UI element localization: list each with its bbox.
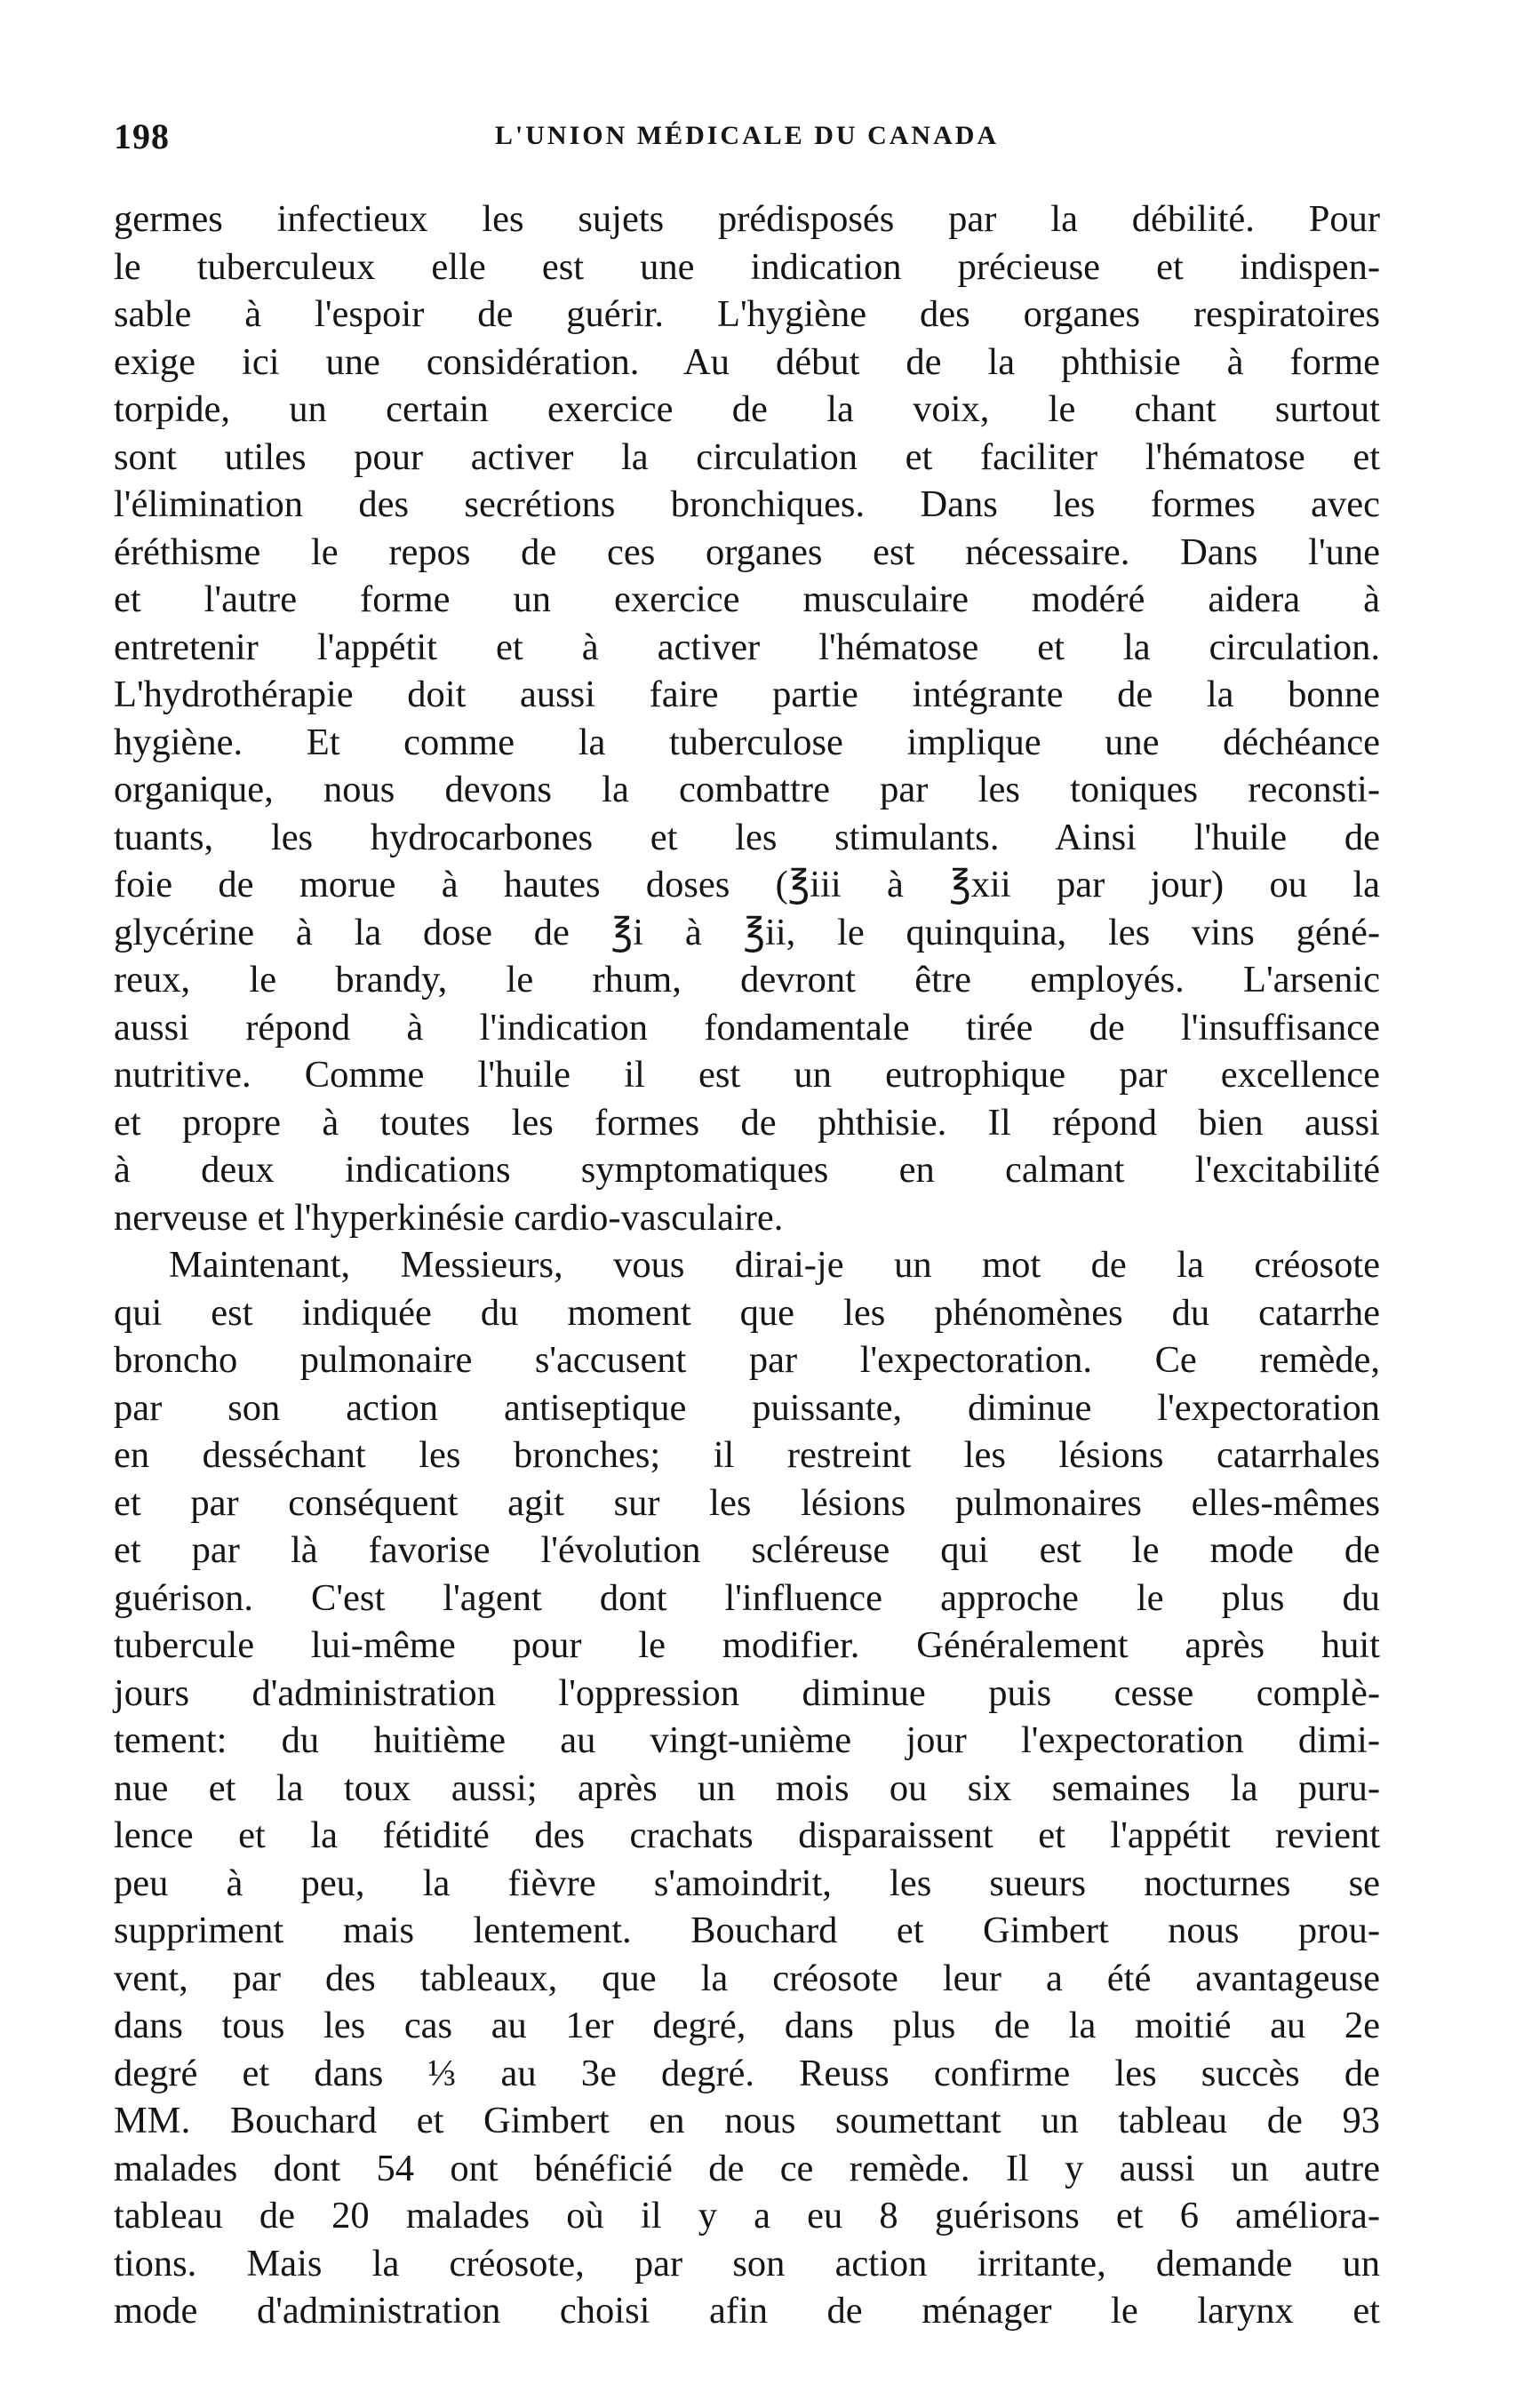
journal-title: L'UNION MÉDICALE DU CANADA xyxy=(494,121,1000,150)
text-line: et par conséquent agit sur les lésions pulmonaires elles-mêmes xyxy=(114,1481,1380,1524)
text-line: mode d'administration choisi afin de ménager le larynx et xyxy=(114,2290,1380,2332)
running-head xyxy=(114,116,1380,165)
text-line: L'hydrothérapie doit aussi faire partie intégrante de la bonne xyxy=(114,674,1380,715)
text-line: vent, par des tableaux, que la créosote leur a été avantageuse xyxy=(114,1957,1380,1999)
text-line: guérison. C'est l'agent dont l'influence approche le plus du xyxy=(114,1576,1380,1619)
text-line: en desséchant les bronches; il restreint les lésions catarrhales xyxy=(114,1434,1380,1476)
paragraph xyxy=(114,195,1380,1241)
text-line: qui est indiquée du moment que les phénomènes du catarrhe xyxy=(114,1291,1380,1334)
text-line: germes infectieux les sujets prédisposés par la débilité. Pour xyxy=(114,198,1380,240)
text-line: MM. Bouchard et Gimbert en nous soumettant un tableau de 93 xyxy=(114,2100,1380,2141)
text-line: sable à l'espoir de guérir. L'hygiène des organes respiratoires xyxy=(114,293,1380,335)
text-line: organique, nous devons la combattre par les toniques reconsti- xyxy=(114,769,1380,810)
text-line: et l'autre forme un exercice musculaire modéré aidera à xyxy=(114,578,1380,620)
text-line: tions. Mais la créosote, par son action irritante, demande un xyxy=(114,2242,1380,2284)
document-page xyxy=(114,116,1380,2335)
text-line: tableau de 20 malades où il y a eu 8 guérisons et 6 améliora- xyxy=(114,2195,1380,2237)
text-line: Maintenant, Messieurs, vous dirai-je un mot de la créosote xyxy=(169,1244,1380,1286)
text-line: dans tous les cas au 1er degré, dans plus de la moitié au 2e xyxy=(114,2005,1380,2046)
text-line: lence et la fétidité des crachats disparaissent et l'appétit revient xyxy=(114,1814,1380,1856)
text-line: malades dont 54 ont bénéficié de ce remède. Il y aussi un autre xyxy=(114,2147,1380,2189)
text-line: sont utiles pour activer la circulation et faciliter l'hématose et xyxy=(114,435,1380,478)
text-line: le tuberculeux elle est une indication précieuse et indispen- xyxy=(114,245,1380,288)
text-line: et par là favorise l'évolution scléreuse qui est le mode de xyxy=(114,1529,1380,1571)
text-line: entretenir l'appétit et à activer l'hématose et la circulation. xyxy=(114,626,1380,668)
text-line: peu à peu, la fièvre s'amoindrit, les sueurs nocturnes se xyxy=(114,1862,1380,1904)
text-line: éréthisme le repos de ces organes est nécessaire. Dans l'une xyxy=(114,530,1380,573)
text-line: hygiène. Et comme la tuberculose implique une déchéance xyxy=(114,721,1380,763)
text-line: et propre à toutes les formes de phthisie. Il répond bien aussi xyxy=(114,1101,1380,1144)
text-line: exige ici une considération. Au début de la phthisie à forme xyxy=(114,340,1380,383)
body-text xyxy=(114,195,1380,2335)
text-line: torpide, un certain exercice de la voix, le chant surtout xyxy=(114,388,1380,430)
text-line: aussi répond à l'indication fondamentale tirée de l'insuffisance xyxy=(114,1006,1380,1049)
text-line: jours d'administration l'oppression diminue puis cesse complè- xyxy=(114,1671,1380,1714)
text-line: nutritive. Comme l'huile il est un eutrophique par excellence xyxy=(114,1054,1380,1096)
text-line: tuants, les hydrocarbones et les stimulants. Ainsi l'huile de xyxy=(114,816,1380,858)
text-line: reux, le brandy, le rhum, devront être employés. L'arsenic xyxy=(114,959,1380,1001)
text-line: à deux indications symptomatiques en calmant l'excitabilité xyxy=(114,1149,1380,1191)
text-line: nue et la toux aussi; après un mois ou six semaines la puru- xyxy=(114,1766,1380,1809)
text-line: par son action antiseptique puissante, diminue l'expectoration xyxy=(114,1386,1380,1429)
text-line: tement: du huitième au vingt-unième jour l'expectoration dimi- xyxy=(114,1719,1380,1761)
text-line: nerveuse et l'hyperkinésie cardio-vasculaire. xyxy=(114,1196,784,1239)
paragraph xyxy=(114,1241,1380,2335)
text-line: l'élimination des secrétions bronchiques. Dans les formes avec xyxy=(114,483,1380,525)
text-line: foie de morue à hautes doses (℥iii à ℥xii par jour) ou la xyxy=(114,864,1380,905)
text-line: degré et dans ⅓ au 3e degré. Reuss confirme les succès de xyxy=(114,2052,1380,2094)
text-line: broncho pulmonaire s'accusent par l'expectoration. Ce remède, xyxy=(114,1339,1380,1381)
text-line: tubercule lui-même pour le modifier. Généralement après huit xyxy=(114,1624,1380,1666)
text-line: glycérine à la dose de ℥i à ℥ii, le quinquina, les vins géné- xyxy=(114,911,1380,953)
text-line: suppriment mais lentement. Bouchard et Gimbert nous prou- xyxy=(114,1910,1380,1951)
page-number: 198 xyxy=(114,116,170,156)
